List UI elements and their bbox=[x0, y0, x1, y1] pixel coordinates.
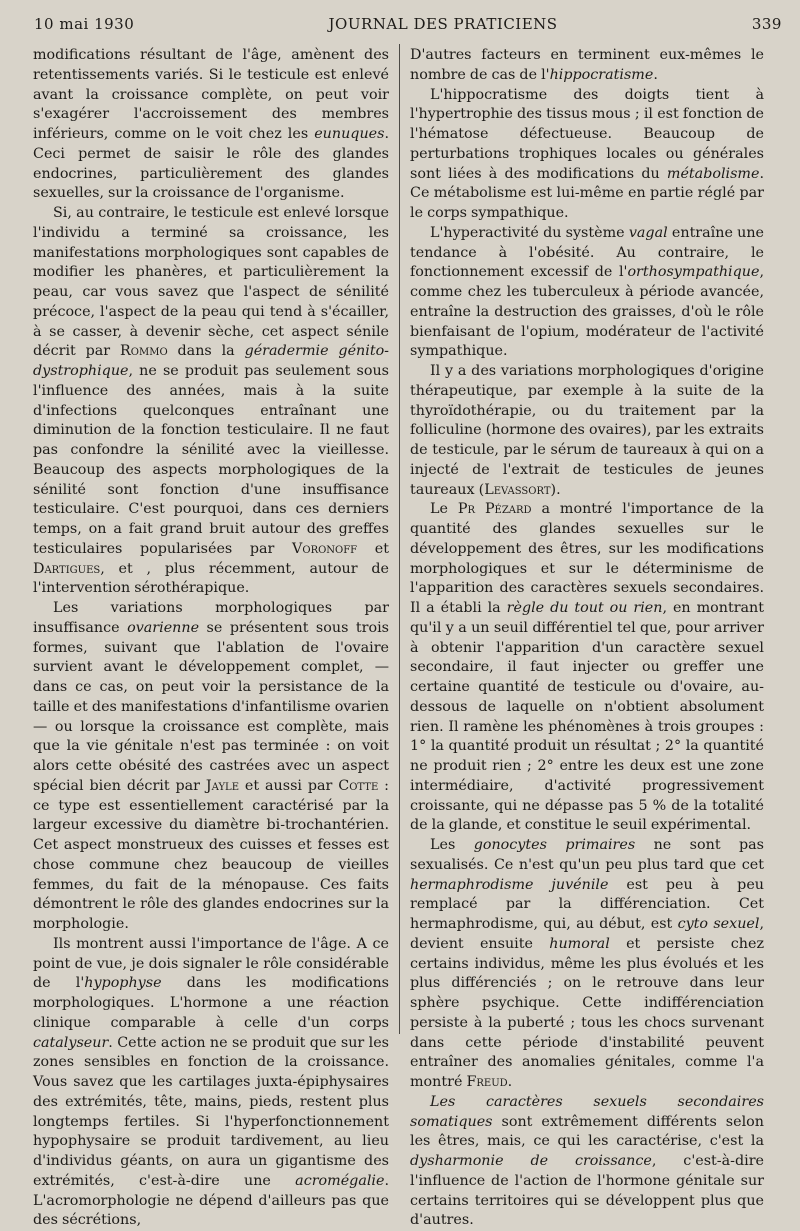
text-run: et bbox=[357, 540, 389, 557]
text-run: , en montrant qu'il y a un seuil différentiel tel que, pour arriver à obtenir l'apparition d'un caractère sexuel secondaire, il faut injecter ou greffer une certaine quantité de testicule ou d'ovaire, au-dessous de laquelle on n'obtient absolument rien. Il ramène les phénomènes à trois groupes : 1° la quantité produit un résultat ; 2° la quantité ne produit rien ; 2° entre les deux est une zone intermédiaire, d'activité progressivement croissante, qui ne dépasse pas 5 % de la totalité de la glande, et constitue le seuil expérimental. bbox=[410, 600, 765, 834]
text-run: Les variations morphologiques par insuffisance bbox=[33, 600, 389, 636]
paragraph bbox=[410, 224, 764, 362]
text-run: entraîne une tendance à l'obésité. Au contraire, le fonctionnement excessif de l' bbox=[410, 224, 764, 281]
emphasis-text: hypophyse bbox=[84, 975, 162, 992]
emphasis-text: règle du tout ou rien bbox=[506, 600, 663, 616]
emphasis-text: catalyseur bbox=[33, 1034, 109, 1051]
text-run: Il y a des variations morphologiques d'origine thérapeutique, par exemple à la suite de la thyroïdothérapie, ou du traitement par la folliculine (hormone des ovaires), par les extraits de testicule, par le sérum de taureaux à qui on a injecté de l'extrait de testicules de jeunes taureaux ( bbox=[410, 363, 764, 498]
text-run: dans la bbox=[167, 343, 245, 360]
paragraph bbox=[33, 46, 389, 204]
paragraph bbox=[33, 599, 389, 935]
emphasis-text: cyto sexuel bbox=[677, 916, 760, 932]
text-run: , et , plus récemment, autour de l'intervention sérothérapique. bbox=[33, 560, 389, 597]
emphasis-text: géradermie génito-dystrophique bbox=[33, 343, 390, 379]
text-run: , devient ensuite bbox=[410, 916, 764, 952]
header-journal-title: JOURNAL DES PRATICIENS bbox=[328, 15, 558, 33]
paragraph bbox=[410, 46, 764, 86]
left-column bbox=[33, 46, 389, 1231]
emphasis-text: gonocytes primaires bbox=[473, 837, 636, 853]
paragraph bbox=[410, 362, 764, 500]
paragraph bbox=[410, 1093, 764, 1231]
emphasis-text: Les caractères sexuels secondaires somatiques bbox=[410, 1093, 764, 1130]
emphasis-text: métabolisme bbox=[666, 165, 760, 182]
paragraph bbox=[33, 935, 389, 1231]
text-run: , ne se produit pas seulement sous l'influence des années, mais à la suite d'infections quelconques entraînant une diminution de la fonction testiculaire. Il ne faut pas confondre la sénilité avec la vieillesse. Beaucoup des aspects morphologiques de la sénilité sont fonction d'une insuffisance testiculaire. C'est pourquoi, dans ces derniers temps, on a fait grand bruit autour des greffes testiculaires popularisées par bbox=[33, 363, 389, 557]
author-name: Freud bbox=[466, 1074, 508, 1090]
text-run: Si, au contraire, le testicule est enlevé lorsque l'individu a terminé sa croissance, les manifestations morphologiques sont capables de modifier les phanères, et particulièrement la peau, car vous savez que l'aspect de sénilité précoce, l'aspect de la peau qui tend à s'écailler, à se casser, à devenir sèche, cet aspect sénile décrit par bbox=[33, 205, 389, 360]
paragraph bbox=[410, 500, 764, 836]
emphasis-text: humoral bbox=[549, 935, 610, 952]
text-run: ne sont pas sexualisés. Ce n'est qu'un peu plus tard que cet bbox=[410, 837, 765, 873]
text-run: L'hyperactivité du système bbox=[430, 224, 629, 241]
text-run: a montré l'importance de la quantité des glandes sexuelles sur le développement des êtres, sur les modifications morphologiques et sur le déterminisme de l'apparition des caractères sexuels secondaires. Il a établi la bbox=[410, 501, 764, 616]
text-run: . L'acromorphologie ne dépend d'ailleurs pas que des sécrétions, bbox=[33, 1172, 389, 1229]
emphasis-text: vagal bbox=[628, 224, 668, 241]
text-run: . Ceci permet de saisir le rôle des glandes endocrines, particulièrement des glandes sexuelles, sur la croissance de l'organisme. bbox=[33, 126, 389, 202]
text-run: modifications résultant de l'âge, amènent des retentissements variés. Si le testicule est enlevé avant la croissance complète, on peut voir s'exagérer l'accroissement des membres inférieurs, comme on le voit chez les bbox=[33, 47, 389, 142]
text-run: dans les modifications morphologiques. L'hormone a une réaction clinique comparable à celle d'un corps bbox=[33, 975, 389, 1031]
text-run: . bbox=[653, 66, 658, 83]
text-run: D'autres facteurs en terminent eux-mêmes le nombre de cas de l' bbox=[410, 47, 764, 83]
author-name: Rommo bbox=[120, 343, 168, 360]
paragraph bbox=[410, 86, 764, 224]
text-run: , c'est-à-dire l'influence de l'action de l'hormone génitale sur certains territoires qui se développent plus que d'autres. bbox=[410, 1153, 764, 1229]
emphasis-text: hippocratisme bbox=[549, 66, 654, 83]
page-header bbox=[34, 12, 782, 36]
header-page-number: 339 bbox=[751, 15, 782, 33]
author-name: Levassort bbox=[484, 481, 551, 498]
column-divider bbox=[399, 44, 400, 1034]
paragraph bbox=[33, 204, 389, 599]
text-run: L'hippocratisme des doigts tient à l'hypertrophie des tissus mous ; il est fonction de l'hématose défectueuse. Beaucoup de perturbations trophiques locales ou générales sont liées à des modifications du bbox=[410, 86, 764, 182]
text-run: : ce type est essentiellement caractérisé par la largeur excessive du diamètre bi-trochantérien. Cet aspect monstrueux des cuisses et fesses est chose commune chez beaucoup de vieilles femmes, du fait de la ménopause. Ces faits démontrent le rôle des glandes endocrines sur la morphologie. bbox=[33, 777, 389, 932]
text-run: se présentent sous trois formes, suivant que l'ablation de l'ovaire survient avant le développement complet, — dans ce cas, on peut voir la persistance de la taille et des manifestations d'infantilisme ovarien — ou lorsque la croissance est complète, mais que la vie génitale n'est pas terminée : on voit alors cette obésité des castrées avec un aspect spécial bien décrit par bbox=[33, 619, 389, 794]
right-column bbox=[410, 46, 764, 1231]
author-name: Cotte bbox=[338, 777, 379, 794]
emphasis-text: dysharmonie de croissance bbox=[410, 1153, 652, 1169]
text-run: est peu à peu remplacé par la différenciation. Cet hermaphrodisme, qui, au début, est bbox=[410, 876, 764, 932]
text-run: . bbox=[507, 1074, 513, 1090]
author-name: Voronoff bbox=[292, 540, 358, 557]
author-name: Pr Pézard bbox=[457, 501, 532, 518]
emphasis-text: acromégalie bbox=[295, 1172, 385, 1189]
text-run: et aussi par bbox=[239, 777, 339, 794]
author-name: Dartigues bbox=[33, 560, 101, 577]
emphasis-text: ovarienne bbox=[127, 619, 200, 636]
emphasis-text: orthosympathique bbox=[627, 264, 760, 281]
emphasis-text: eunuques bbox=[314, 126, 385, 142]
author-name: Jayle bbox=[205, 777, 239, 794]
text-run: . Cette action ne se produit que sur les zones sensibles en fonction de la croissance. Vous savez que les cartilages juxta-épiphysaires des extrémités, tête, mains, pieds, restent plus longtemps fertiles. Si l'hyperfonctionnement hypophysaire se produit tardivement, au lieu d'individus géants, on aura un gigantisme des extrémités, c'est-à-dire une bbox=[33, 1034, 389, 1189]
text-run: Ils montrent aussi l'importance de l'âge. A ce point de vue, je dois signaler le rôle considérable de l' bbox=[33, 935, 389, 992]
paragraph bbox=[410, 836, 764, 1093]
text-run: ). bbox=[550, 481, 561, 498]
text-run: , comme chez les tuberculeux à période avancée, entraîne la destruction des graisses, d'où le rôle bienfaisant de l'opium, modérateur de l'activité sympathique. bbox=[410, 264, 764, 360]
text-run: Les bbox=[430, 837, 474, 853]
text-run: . Ce métabolisme est lui-même en partie réglé par le corps sympathique. bbox=[410, 165, 764, 221]
text-run: Le bbox=[430, 501, 458, 518]
emphasis-text: hermaphrodisme juvénile bbox=[410, 876, 609, 893]
text-run: sont extrêmement différents selon les êtres, mais, ce qui les caractérise, c'est la bbox=[410, 1113, 764, 1150]
header-date: 10 mai 1930 bbox=[34, 15, 135, 33]
text-run: et persiste chez certains individus, même les plus évolués et les plus différenciés ; on le retrouve dans leur sphère psychique. Cette indifférenciation persiste à la puberté ; tous les chocs survenant dans cette période d'instabilité peuvent entraîner des anomalies génitales, comme l'a montré bbox=[410, 935, 764, 1090]
